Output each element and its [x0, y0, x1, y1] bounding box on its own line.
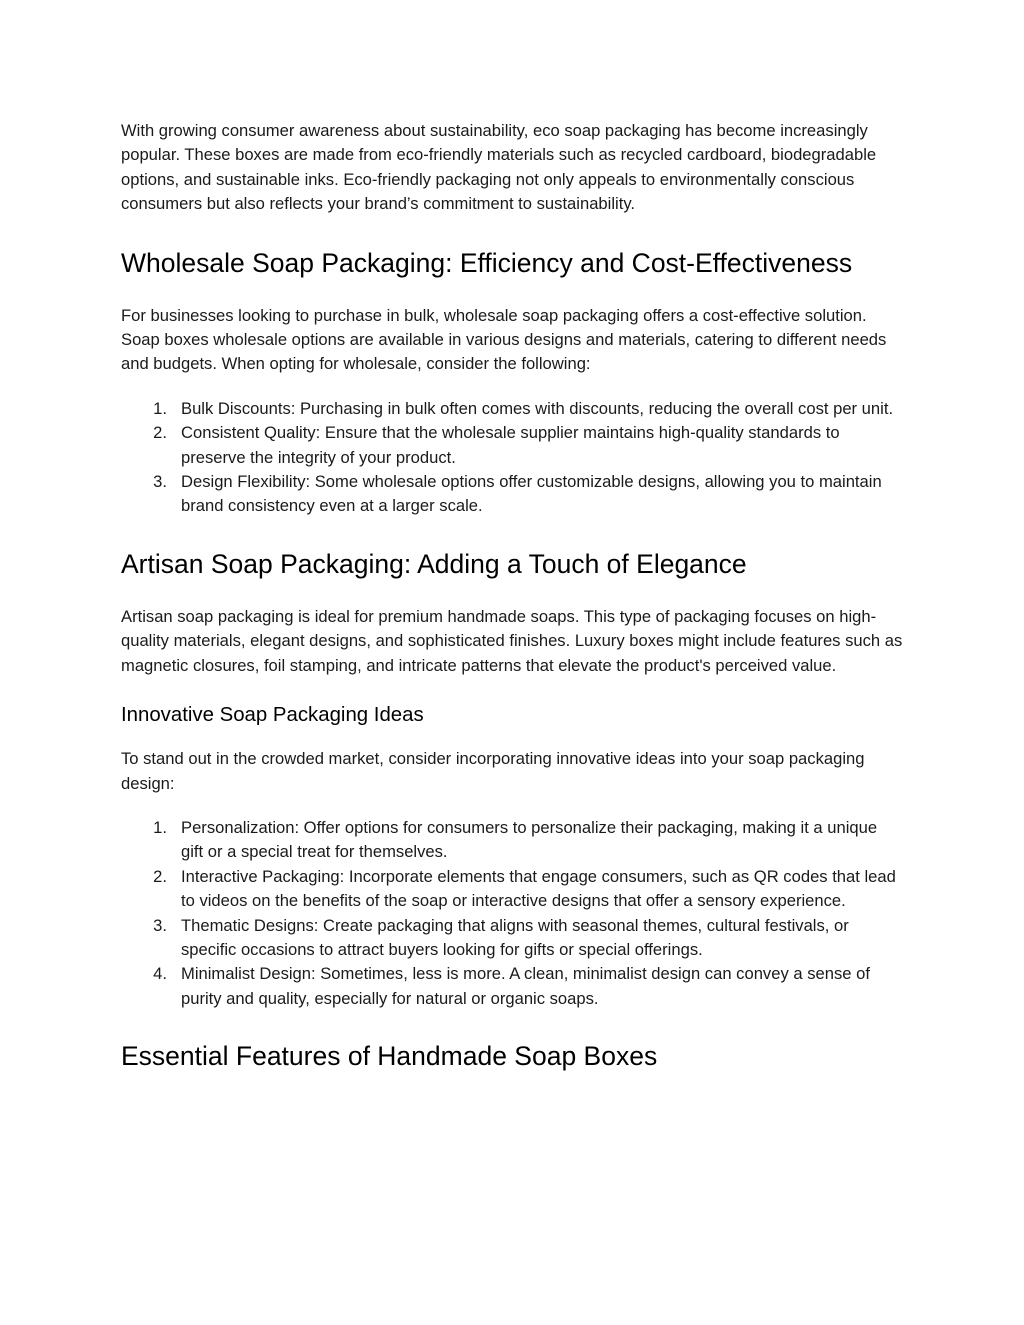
list-number: 2.	[153, 866, 167, 886]
list-text: Consistent Quality: Ensure that the wholesale supplier maintains high-quality standards to preserve the integrity of your product.	[181, 423, 840, 467]
list-text: Bulk Discounts: Purchasing in bulk often comes with discounts, reducing the overall cost per unit.	[181, 398, 894, 418]
list-item	[121, 470, 903, 519]
list-item	[121, 397, 903, 421]
artisan-paragraph: Artisan soap packaging is ideal for premium handmade soaps. This type of packaging focuses on high-quality materials, elegant designs, and sophisticated finishes. Luxury boxes might include features such as magnetic closures, foil stamping, and intricate patterns that elevate the product's perceived value.	[121, 606, 903, 675]
list-number: 2.	[153, 423, 167, 443]
list-number: 4.	[153, 964, 167, 984]
intro-paragraph: With growing consumer awareness about sustainability, eco soap packaging has become increasingly popular. These boxes are made from eco-friendly materials such as recycled cardboard, biodegradable options, and sustainable inks. Eco-friendly packaging not only appeals to environmentally conscious consumers but also reflects your brand’s commitment to sustainability.	[121, 121, 877, 214]
wholesale-paragraph: For businesses looking to purchase in bulk, wholesale soap packaging offers a cost-effective solution. Soap boxes wholesale options are available in various designs and materials, catering to different needs and budgets. When opting for wholesale, consider the following:	[121, 305, 887, 374]
list-item	[121, 914, 903, 963]
list-text: Thematic Designs: Create packaging that aligns with seasonal themes, cultural festivals, or specific occasions to attract buyers looking for gifts or special offerings.	[181, 915, 849, 959]
list-item	[121, 816, 903, 865]
list-text: Minimalist Design: Sometimes, less is more. A clean, minimalist design can convey a sense of purity and quality, especially for natural or organic soaps.	[181, 964, 870, 1008]
list-item	[121, 962, 903, 1011]
list-text: Design Flexibility: Some wholesale options offer customizable designs, allowing you to maintain brand consistency even at a larger scale.	[181, 472, 882, 516]
list-number: 3.	[153, 915, 167, 935]
list-text: Interactive Packaging: Incorporate elements that engage consumers, such as QR codes that lead to videos on the benefits of the soap or interactive designs that offer a sensory experience.	[181, 866, 896, 911]
list-item	[121, 865, 903, 914]
innovative-paragraph: To stand out in the crowded market, consider incorporating innovative ideas into your soap packaging design:	[121, 749, 865, 793]
list-number: 1.	[153, 817, 167, 837]
document-page	[121, 119, 903, 1073]
innovative-list	[121, 816, 903, 1011]
heading-innovative: Innovative Soap Packaging Ideas	[121, 704, 424, 727]
list-text: Personalization: Offer options for consumers to personalize their packaging, making it a unique gift or a special treat for themselves.	[181, 817, 878, 862]
heading-essential: Essential Features of Handmade Soap Boxes	[121, 1041, 658, 1072]
heading-artisan: Artisan Soap Packaging: Adding a Touch of Elegance	[121, 548, 747, 579]
heading-wholesale: Wholesale Soap Packaging: Efficiency and Cost-Effectiveness	[121, 247, 853, 278]
list-number: 1.	[153, 398, 167, 418]
list-number: 3.	[153, 472, 167, 492]
wholesale-list	[121, 397, 903, 519]
list-item	[121, 421, 903, 470]
